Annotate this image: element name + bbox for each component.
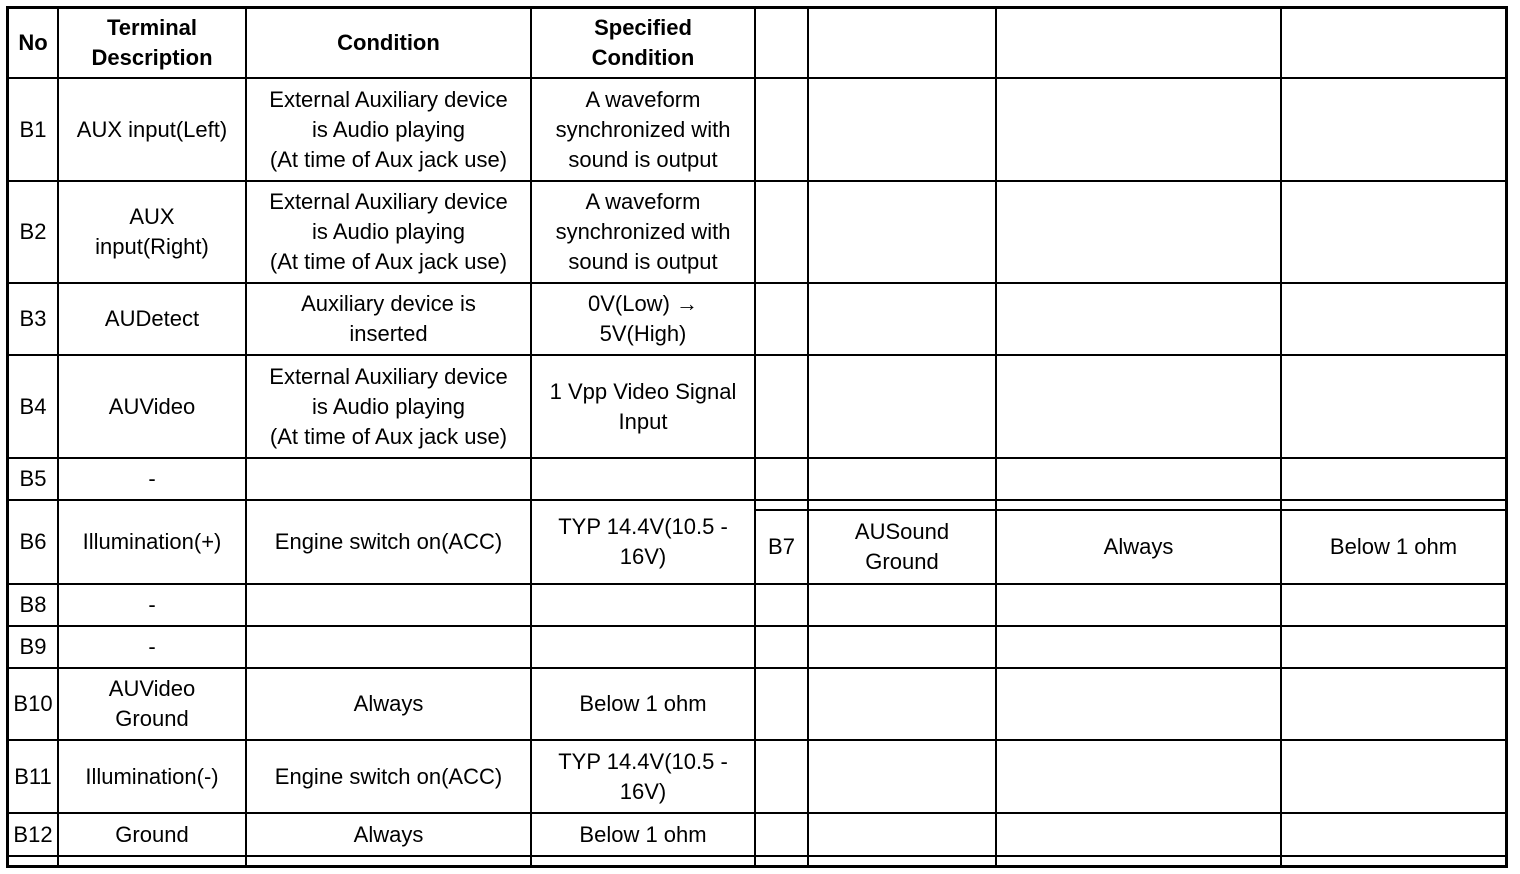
cell-no: B2 (19, 219, 47, 244)
cell-specified-condition (532, 627, 754, 667)
cell-no: B7 (768, 534, 795, 559)
header-no: No (18, 30, 48, 55)
cell-no: B11 (14, 763, 52, 789)
cell-terminal-description: AUX input(Left) (76, 116, 228, 142)
cell-terminal-description: - (148, 634, 156, 659)
header-condition: Condition (337, 30, 440, 55)
cell-condition: External Auxiliary device is Audio playing (At time of Aux jack use) (269, 86, 508, 172)
cell-terminal-description: Ground (115, 821, 189, 847)
cell-no: B10 (13, 691, 53, 716)
cell-specified-condition: A waveform synchronized with sound is output (555, 189, 731, 274)
cell-specified-condition: 0V(Low) → 5V(High) (587, 291, 699, 346)
cell-condition: Always (353, 821, 424, 847)
cell-specified-condition: TYP 14.4V(10.5 - 16V) (558, 514, 728, 569)
cell-terminal-description: Illumination(-) (85, 763, 219, 789)
cell-condition: Always (1103, 534, 1174, 559)
cell-no: B5 (19, 466, 47, 491)
cell-specified-condition: A waveform synchronized with sound is output (555, 86, 731, 172)
cell-terminal-description: AUVideo (108, 393, 196, 419)
cell-specified-condition: Below 1 ohm (579, 691, 707, 716)
cell-no: B12 (13, 821, 53, 847)
cell-terminal-description: AUDetect (104, 306, 200, 331)
cell-condition: Always (353, 691, 424, 716)
cell-condition (247, 585, 530, 625)
cell-terminal-description: Illumination(+) (82, 529, 222, 554)
col-divider (754, 6, 756, 868)
cell-no: B8 (19, 592, 47, 617)
cell-no: B6 (19, 529, 47, 554)
cell-specified-condition: Below 1 ohm (1329, 534, 1458, 559)
cell-no: B4 (19, 393, 47, 419)
cell-condition: External Auxiliary device is Audio playing (At time of Aux jack use) (269, 189, 508, 274)
cell-specified-condition: 1 Vpp Video Signal Input (549, 378, 737, 434)
cell-condition: External Auxiliary device is Audio playing (At time of Aux jack use) (269, 363, 508, 449)
col-divider (807, 6, 809, 868)
cell-terminal-description: AUX input(Right) (95, 204, 209, 259)
col-divider (995, 6, 997, 868)
cell-condition: Engine switch on(ACC) (274, 763, 503, 789)
cell-no: B3 (19, 306, 47, 331)
cell-terminal-description: AUSound Ground (854, 519, 950, 574)
header-specified-condition: Specified Condition (591, 15, 695, 70)
cell-condition (247, 627, 530, 667)
header-terminal-description: Terminal Description (91, 15, 213, 70)
col-divider (1280, 6, 1282, 868)
cell-specified-condition (532, 459, 754, 499)
cell-no: B1 (19, 116, 47, 142)
cell-terminal-description: AUVideo Ground (108, 676, 196, 731)
cell-specified-condition: TYP 14.4V(10.5 - 16V) (558, 748, 728, 804)
cell-specified-condition: Below 1 ohm (579, 821, 707, 847)
cell-terminal-description: - (148, 592, 156, 617)
cell-terminal-description: - (148, 466, 156, 491)
cell-condition: Auxiliary device is inserted (301, 291, 476, 346)
cell-no: B9 (19, 634, 47, 659)
cell-condition: Engine switch on(ACC) (274, 529, 503, 554)
row-divider (6, 855, 1508, 857)
cell-specified-condition (532, 585, 754, 625)
cell-condition (247, 459, 530, 499)
